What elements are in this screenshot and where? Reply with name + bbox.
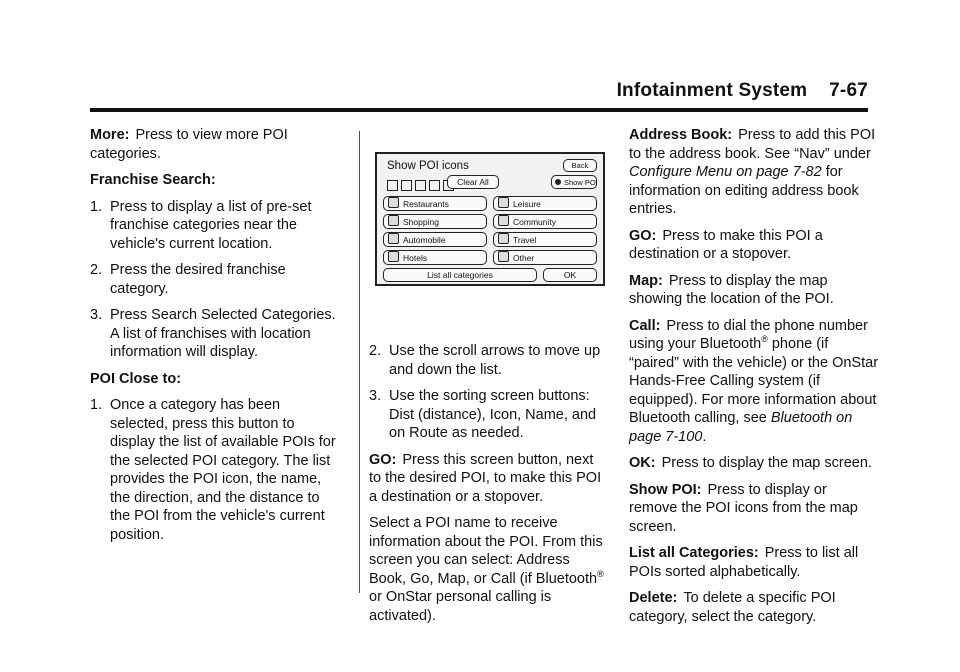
poi-screen-illustration (369, 146, 609, 288)
delete-entry (629, 589, 879, 626)
ok-entry (629, 454, 879, 473)
show-poi-term: Show POI: (629, 481, 702, 498)
address-book-entry (629, 126, 879, 219)
delete-text: To delete a specific POI category, select the category. (629, 590, 836, 625)
column-right (629, 126, 879, 634)
screen-frame (375, 152, 605, 286)
button-label: Automobile (403, 235, 446, 245)
more-text: Press to view more POI categories. (90, 127, 288, 162)
back-button[interactable]: Back (563, 159, 597, 172)
poi-close-step-1: 1. Once a category has been selected, press this button to display the list of available POIs for the selected POI category. The list provides the POI icon, the name, the direction, and the distance to the POI from the vehicle's current position. (90, 397, 336, 543)
go-entry (629, 227, 879, 264)
button-label: Hotels (403, 253, 428, 263)
travel-button[interactable] (493, 232, 597, 247)
button-label: Travel (513, 235, 537, 245)
map-entry (629, 272, 879, 309)
franchise-step-2: 2. Press the desired franchise category. (90, 262, 286, 297)
franchise-step-text: Press the desired franchise category. (110, 262, 286, 297)
go-term: GO: (629, 227, 657, 244)
step-2 (369, 342, 609, 379)
call-text-mid: phone (if “paired” with the vehicle) or the OnStar Hands-Free Calling system (if equipped). For more information about Bluetooth calling, see (629, 336, 879, 426)
list-all-text: Press to list all POIs sorted alphabetically. (629, 545, 859, 580)
select-poi-paragraph (369, 514, 609, 625)
go-text: Press to make this POI a destination or a stopover. (629, 227, 823, 262)
show-poi-text: Press to display or remove the POI icons from the map screen. (629, 481, 858, 535)
franchise-step-text: Press to display a list of pre-set franchise categories near the vehicle's current location. (110, 198, 312, 252)
select-text: Select a POI name to receive information about the POI. From this screen you can select: Address Book, Go, Map, or Call (if Bluetooth (369, 515, 603, 587)
map-term: Map: (629, 272, 663, 289)
step-text: Use the sorting screen buttons: Dist (distance), Icon, Name, and on Route as needed. (389, 388, 597, 441)
show-poi-label: Show POI (564, 178, 598, 187)
building-icon (498, 215, 509, 226)
ok-term: OK: (629, 455, 656, 471)
map-text: Press to display the map showing the location of the POI. (629, 272, 834, 307)
community-button[interactable] (493, 214, 597, 229)
button-label: Leisure (513, 199, 541, 209)
poi-close-heading-text: POI Close to: (90, 370, 182, 387)
button-label: Other (513, 253, 535, 263)
step-number: 2. (369, 343, 382, 359)
clear-all-button[interactable]: Clear All (447, 175, 499, 189)
car-icon (388, 233, 399, 244)
list-all-categories-button[interactable]: List all categories (383, 268, 537, 282)
page-title: Infotainment System 7-67 (616, 80, 868, 101)
button-label: Restaurants (403, 199, 449, 209)
poi-icon (401, 180, 412, 191)
leisure-button[interactable] (493, 196, 597, 211)
list-all-term: List all Categories: (629, 545, 759, 561)
step-number: 3. (369, 388, 382, 404)
shopping-icon (388, 215, 399, 226)
go-text: Press this screen button, next to the desired POI, to make this POI a destination or a stopover. (369, 451, 602, 505)
screen-title: Show POI icons (387, 160, 469, 172)
address-text: Press to add this POI to the address book. See “Nav” under (629, 127, 876, 162)
show-poi-entry (629, 481, 879, 537)
button-label: Community (513, 217, 556, 227)
call-text-end: . (702, 428, 707, 445)
travel-icon (498, 233, 509, 244)
call-term: Call: (629, 317, 661, 334)
show-poi-button[interactable] (551, 175, 597, 189)
go-term: GO: (369, 451, 397, 468)
poi-icon (387, 180, 398, 191)
poi-icon (415, 180, 426, 191)
button-label: Shopping (403, 217, 439, 227)
poi-close-heading (90, 370, 342, 389)
other-button[interactable] (493, 250, 597, 265)
automobile-button[interactable] (383, 232, 487, 247)
header-rule (90, 108, 868, 112)
list-all-entry (629, 544, 879, 581)
restaurants-button[interactable] (383, 196, 487, 211)
shopping-button[interactable] (383, 214, 487, 229)
leisure-icon (498, 197, 509, 208)
ok-button[interactable]: OK (543, 268, 597, 282)
ok-text: Press to display the map screen. (661, 455, 872, 471)
go-entry (369, 451, 609, 507)
select-text-end: or OnStar personal calling is activated). (369, 589, 552, 624)
restaurant-icon (388, 197, 399, 208)
column-middle (369, 342, 609, 633)
more-term: More: (90, 127, 130, 143)
franchise-heading-text: Franchise Search: (90, 172, 216, 188)
page-header (90, 80, 868, 104)
hotels-button[interactable] (383, 250, 487, 265)
radio-dot-icon (555, 179, 561, 185)
configure-menu-link[interactable]: Configure Menu on page 7-82 (629, 164, 822, 180)
poi-icon (429, 180, 440, 191)
bluetooth-link[interactable]: Bluetooth on page 7-100 (629, 410, 853, 445)
address-term: Address Book: (629, 127, 733, 143)
address-text-end: for information on editing address book entries. (629, 164, 859, 217)
bed-icon (388, 251, 399, 262)
step-text: Use the scroll arrows to move up and down the list. (389, 343, 601, 378)
column-divider (359, 131, 360, 593)
more-entry (90, 126, 342, 163)
franchise-step-text: Press Search Selected Categories. A list of franchises with location information will display. (110, 307, 336, 360)
call-text: Press to dial the phone number using your Bluetooth (629, 317, 868, 352)
column-left (90, 126, 342, 552)
registered-mark: ® (761, 334, 768, 345)
franchise-heading (90, 171, 342, 190)
other-icon (498, 251, 509, 262)
franchise-step-1: 1. Press to display a list of pre-set franchise categories near the vehicle's current location. (90, 198, 312, 252)
poi-close-step-text: Once a category has been selected, press this button to display the list of available POIs for the selected POI category. The list provides the POI icon, the name, the direction, and the distance to the POI from the vehicle's current position. (110, 397, 336, 543)
franchise-step-3: 3. Press Search Selected Categories. A list of franchises with location information will display. (90, 307, 336, 360)
call-entry (629, 317, 879, 447)
delete-term: Delete: (629, 590, 678, 606)
registered-mark: ® (597, 568, 604, 579)
step-3 (369, 387, 609, 443)
